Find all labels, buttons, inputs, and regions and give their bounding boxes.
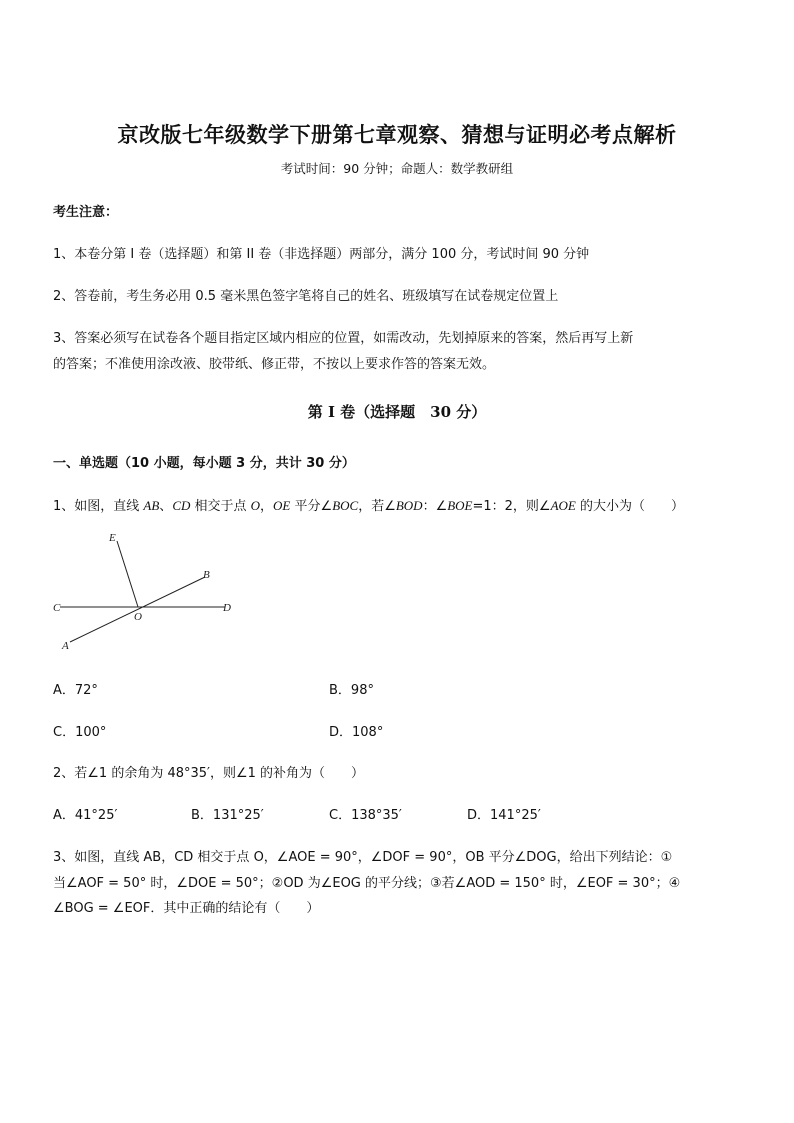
question-1-figure	[45, 527, 245, 657]
ray-oe	[117, 541, 138, 607]
question-2-option-a[interactable]: A．41°25′	[53, 808, 118, 823]
question-1-option-c[interactable]: C．100°	[53, 725, 107, 740]
question-1-option-d[interactable]: D．108°	[329, 725, 384, 740]
exam-info: 考试时间：90 分钟；命题人：数学教研组	[280, 161, 514, 176]
question-1-option-a[interactable]: A．72°	[53, 683, 98, 698]
notice-item: 1、本卷分第 I 卷（选择题）和第 II 卷（非选择题）两部分，满分 100 分，考试时间 90 分钟	[53, 247, 590, 262]
notice-item: 的答案；不准使用涂改液、胶带纸、修正带，不按以上要求作答的答案无效。	[53, 357, 496, 372]
label-b: B	[203, 569, 210, 581]
question-2-stem: 2、若∠1 的余角为 48°35′，则∠1 的补角为（ ）	[53, 766, 365, 781]
notice-heading: 考生注意：	[53, 205, 119, 220]
label-d: D	[223, 602, 231, 614]
label-a: A	[62, 640, 69, 652]
question-3-stem-line: ∠BOG = ∠EOF．其中正确的结论有（ ）	[53, 901, 320, 916]
question-1-stem: 1、如图，直线 AB、CD 相交于点 O，OE 平分∠BOC，若∠BOD：∠BOE=1：2，则∠AOE 的大小为（ ）	[53, 498, 685, 514]
notice-item: 2、答卷前，考生务必用 0.5 毫米黑色签字笔将自己的姓名、班级填写在试卷规定位置上	[53, 289, 559, 304]
question-3-stem-line: 3、如图，直线 AB，CD 相交于点 O，∠AOE = 90°，∠DOF = 90°，OB 平分∠DOG，给出下列结论：①	[53, 850, 673, 865]
label-c: C	[53, 602, 61, 614]
line-ab	[70, 577, 205, 642]
question-3-stem-line: 当∠AOF = 50° 时，∠DOE = 50°；②OD 为∠EOG 的平分线；③若∠AOD = 150° 时，∠EOF = 30°；④	[53, 876, 681, 891]
label-o: O	[134, 611, 142, 623]
notice-item: 3、答案必须写在试卷各个题目指定区域内相应的位置，如需改动，先划掉原来的答案，然后再写上新	[53, 331, 634, 346]
label-e: E	[109, 532, 116, 544]
question-2-option-d[interactable]: D．141°25′	[467, 808, 541, 823]
section-title: 第 I 卷（选择题 30 分）	[307, 403, 487, 421]
part-heading: 一、单选题（10 小题，每小题 3 分，共计 30 分）	[53, 456, 355, 471]
question-1-option-b[interactable]: B．98°	[329, 683, 374, 698]
question-2-option-b[interactable]: B．131°25′	[191, 808, 264, 823]
question-2-option-c[interactable]: C．138°35′	[329, 808, 402, 823]
page-title: 京改版七年级数学下册第七章观察、猜想与证明必考点解析	[117, 122, 677, 147]
